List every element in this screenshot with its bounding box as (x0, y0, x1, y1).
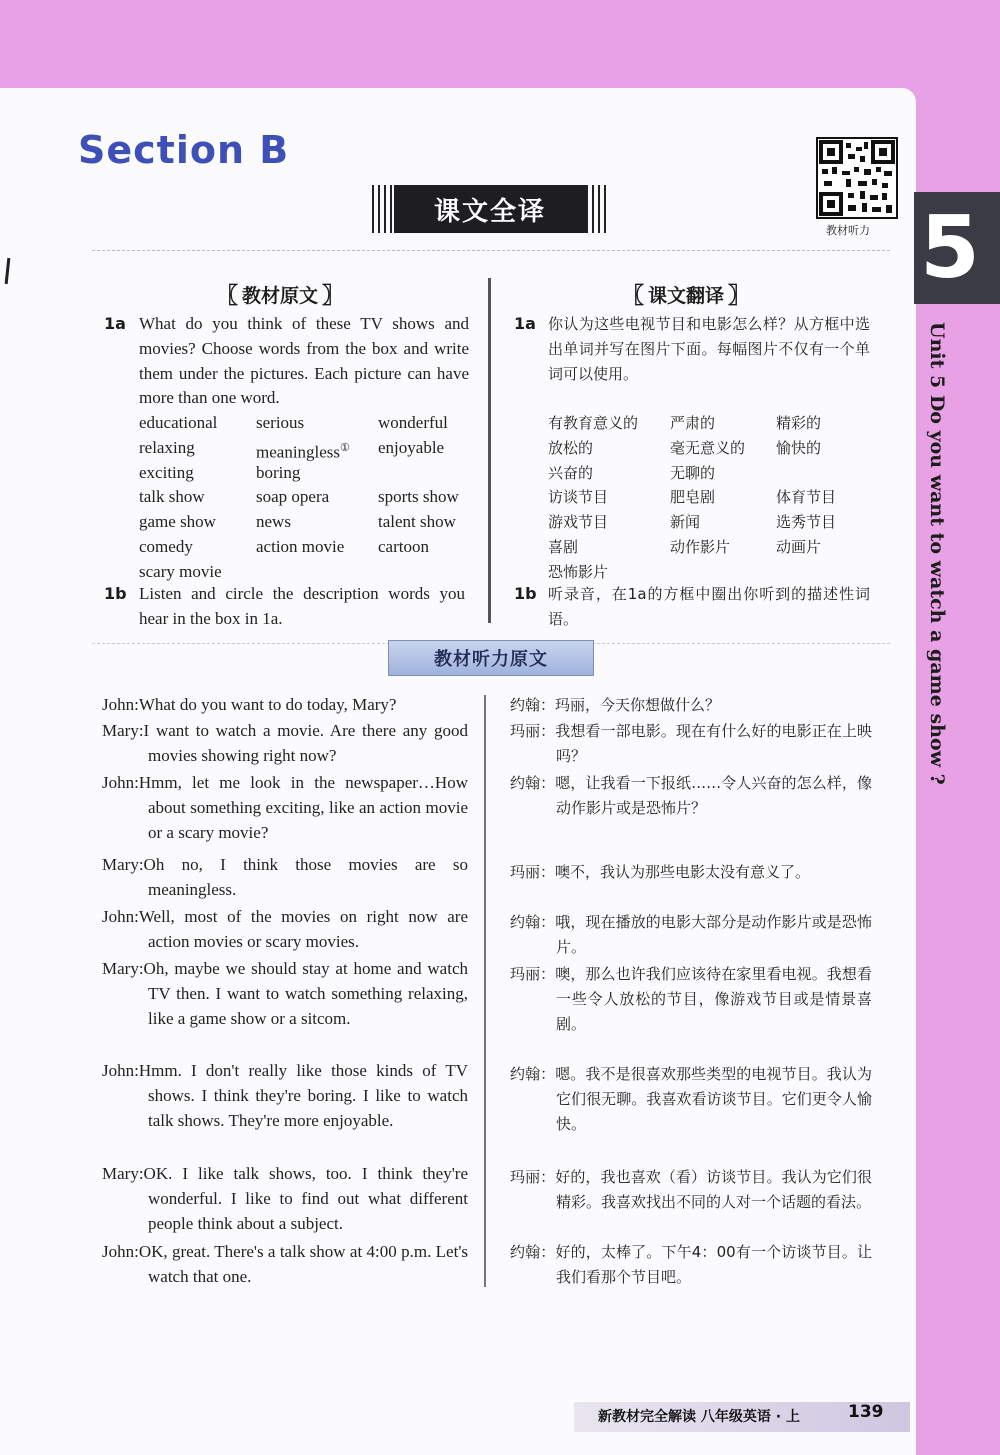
exercise-number: 1a (514, 314, 536, 333)
dialogue-line (102, 1162, 468, 1236)
word-item: 恐怖影片 (548, 562, 609, 581)
unit-side-title (926, 322, 956, 785)
translation-label-text: 课文翻译 (648, 284, 725, 307)
word-item: news (256, 512, 291, 532)
speaker-name: 约翰： (510, 1065, 556, 1083)
dialogue-text: 哦，现在播放的电影大部分是动作影片或是恐怖片。 (555, 913, 872, 956)
dialogue-text: What do you want to do today, Mary? (138, 695, 397, 714)
word-item: 动作影片 (670, 537, 731, 556)
dialogue-text: I want to watch a movie. Are there any good movies showing right now? (143, 721, 468, 765)
word-item: 严肃的 (670, 414, 716, 432)
dialogue-text: 好的，我也喜欢（看）访谈节目。我认为它们很精彩。我喜欢找出不同的人对一个话题的看法。 (555, 1168, 872, 1211)
dialogue-text: 噢，那么也许我们应该待在家里看电视。我想看一些令人放松的节目，像游戏节目或是情景喜剧。 (555, 965, 872, 1033)
footnote-mark: ① (340, 441, 350, 454)
word-item: comedy (139, 536, 193, 556)
exercise-number: 1b (514, 584, 537, 603)
dialogue-text: OK. I like talk shows, too. I think they're wonderful. I like to find out what different people think about a subject. (143, 1164, 468, 1233)
dialogue-text: 好的，太棒了。下午4：00有一个访谈节目。让我们看那个节目吧。 (555, 1243, 872, 1286)
dialogue-line (102, 771, 468, 845)
speaker-name: 玛丽： (510, 863, 556, 881)
word-item: enjoyable (378, 437, 445, 457)
page-number: 139 (848, 1402, 884, 1422)
word-item: boring (256, 462, 301, 482)
speaker-name: John: (102, 773, 139, 792)
translation-label (618, 280, 754, 308)
dialogue-line (510, 962, 872, 1036)
bracket-right-icon: 〗 (322, 283, 345, 309)
word-item: 游戏节目 (548, 513, 609, 532)
qr-code-icon[interactable] (816, 137, 898, 219)
word-item: talent show (378, 512, 456, 532)
word-item (670, 560, 776, 585)
dialogue-line (510, 693, 872, 718)
word-item: 体育节目 (776, 488, 837, 507)
word-item: wonderful (378, 413, 448, 432)
dialogue-text: 嗯。我不是很喜欢那些类型的电视节目。我认为它们很无聊。我喜欢看访谈节目。它们更令人愉快。 (555, 1065, 872, 1133)
speaker-name: John: (102, 695, 139, 714)
speaker-name: 约翰： (510, 1243, 556, 1261)
banner-bars-left (372, 185, 394, 233)
dialogue-line (510, 1240, 872, 1290)
footer-book-title: 新教材完全解读 八年级英语 · 上 (598, 1409, 800, 1425)
speaker-name: Mary: (102, 1164, 144, 1183)
dialogue-line (510, 771, 872, 821)
translation-banner (372, 185, 608, 233)
word-item: 兴奋的 (548, 463, 594, 482)
word-item: 新闻 (670, 513, 701, 532)
dialogue-line (102, 1059, 468, 1133)
speaker-name: Mary: (102, 959, 144, 978)
dialogue-text: 噢不，我认为那些电影太没有意义了。 (555, 863, 811, 881)
speaker-name: 玛丽： (510, 965, 556, 983)
word-item: 选秀节目 (776, 513, 837, 532)
speaker-name: John: (102, 1242, 139, 1261)
exercise-number: 1b (104, 584, 127, 603)
word-item: talk show (139, 487, 205, 507)
dialogue-text: OK, great. There's a talk show at 4:00 p.m. Let's watch that one. (138, 1242, 468, 1286)
section-title: Section B (78, 128, 290, 172)
bracket-right-icon: 〗 (728, 283, 751, 309)
dialogue-line (510, 910, 872, 960)
word-item: 毫无意义的 (670, 438, 746, 457)
word-item: 无聊的 (670, 463, 716, 482)
dialogue-text: Hmm. I don't really like those kinds of TV shows. I think they're boring. I like to watch talk shows. They're more enjoyable. (138, 1061, 468, 1130)
pink-top-band (0, 0, 1000, 92)
word-item: 喜剧 (548, 537, 579, 556)
word-item: cartoon (378, 536, 429, 556)
exercise-number: 1a (104, 314, 126, 333)
word-item: relaxing (139, 437, 195, 457)
original-label-text: 教材原文 (242, 284, 319, 307)
dialogue-line (510, 719, 872, 769)
dialogue-line (102, 957, 468, 1031)
word-item: sports show (378, 487, 459, 507)
dialogue-line (102, 853, 468, 903)
speaker-name: John: (102, 1061, 139, 1080)
dialogue-line (510, 1062, 872, 1136)
word-item (776, 461, 876, 486)
word-item: 愉快的 (776, 438, 822, 457)
speaker-name: Mary: (102, 721, 144, 740)
unit-title-text: Unit 5 Do you want to watch a game show ? (926, 322, 948, 785)
word-item: 精彩的 (776, 414, 822, 432)
speaker-name: 约翰： (510, 696, 556, 714)
dialogue-text: 嗯，让我看一下报纸……令人兴奋的怎么样，像动作影片或是恐怖片？ (555, 774, 872, 817)
dialogue-line (102, 1240, 468, 1290)
word-item (378, 560, 488, 585)
word-item: 放松的 (548, 438, 594, 457)
qr-caption: 教材听力 (826, 224, 870, 237)
bracket-left-icon: 〖 (216, 283, 239, 309)
word-item: action movie (256, 536, 345, 556)
dialogue-line (102, 719, 468, 769)
speaker-name: 约翰： (510, 913, 556, 931)
dialogue-line (510, 1165, 872, 1215)
word-item: educational (139, 413, 218, 432)
dialogue-text: Oh no, I think those movies are so meaningless. (143, 855, 468, 899)
dialogue-divider (484, 695, 486, 1287)
banner-bars-right (586, 185, 608, 233)
speaker-name: 约翰： (510, 774, 556, 792)
dialogue-text: Hmm, let me look in the newspaper…How about something exciting, like an action movie or a scary movie? (138, 773, 468, 842)
word-item (256, 560, 378, 585)
word-item (378, 461, 488, 486)
ex1b-translation: 听录音，在1a的方框中圈出你听到的描述性词语。 (548, 585, 870, 628)
dialogue-line (102, 905, 468, 955)
ex1a-word-translation (548, 411, 876, 585)
word-item: 动画片 (776, 537, 822, 556)
dialogue-text: Oh, maybe we should stay at home and watch TV then. I want to watch something relaxing, like a game show or a sitcom. (143, 959, 468, 1028)
dialogue-text: 玛丽，今天你想做什么？ (555, 696, 721, 714)
bracket-left-icon: 〖 (622, 283, 645, 309)
ex1a-translation: 你认为这些电视节目和电影怎么样？从方框中选出单词并写在图片下面。每幅图片不仅有一个单词可以使用。 (548, 315, 870, 383)
word-item: 访谈节目 (548, 488, 609, 507)
dialogue-text: Well, most of the movies on right now are action movies or scary movies. (138, 907, 468, 951)
column-divider (488, 278, 491, 623)
word-item: game show (139, 512, 216, 532)
word-item: serious (256, 413, 305, 432)
ex1a-word-box (139, 411, 488, 585)
listening-script-banner: 教材听力原文 (388, 640, 594, 676)
word-item: soap opera (256, 487, 330, 507)
word-item (776, 560, 876, 585)
ex1a-instructions: What do you think of these TV shows and movies? Choose words from the box and write them under the pictures. Each picture can have more than one word. (139, 314, 469, 408)
word-item: scary movie (139, 561, 222, 581)
speaker-name: 玛丽： (510, 1168, 556, 1186)
dialogue-text: 我想看一部电影。现在有什么好的电影正在上映吗？ (555, 722, 872, 765)
word-item: 有教育意义的 (548, 414, 639, 432)
speaker-name: John: (102, 907, 139, 926)
word-item: exciting (139, 462, 194, 482)
unit-number: 5 (914, 192, 1000, 304)
dialogue-line (102, 693, 468, 718)
word-item: meaningless① (256, 441, 350, 462)
dialogue-line (510, 860, 872, 885)
speaker-name: Mary: (102, 855, 144, 874)
banner-title: 课文全译 (394, 185, 586, 233)
original-text-label (212, 280, 348, 308)
ex1b-instructions: Listen and circle the description words you hear in the box in 1a. (139, 584, 465, 628)
speaker-name: 玛丽： (510, 722, 556, 740)
word-item: 肥皂剧 (670, 488, 716, 507)
